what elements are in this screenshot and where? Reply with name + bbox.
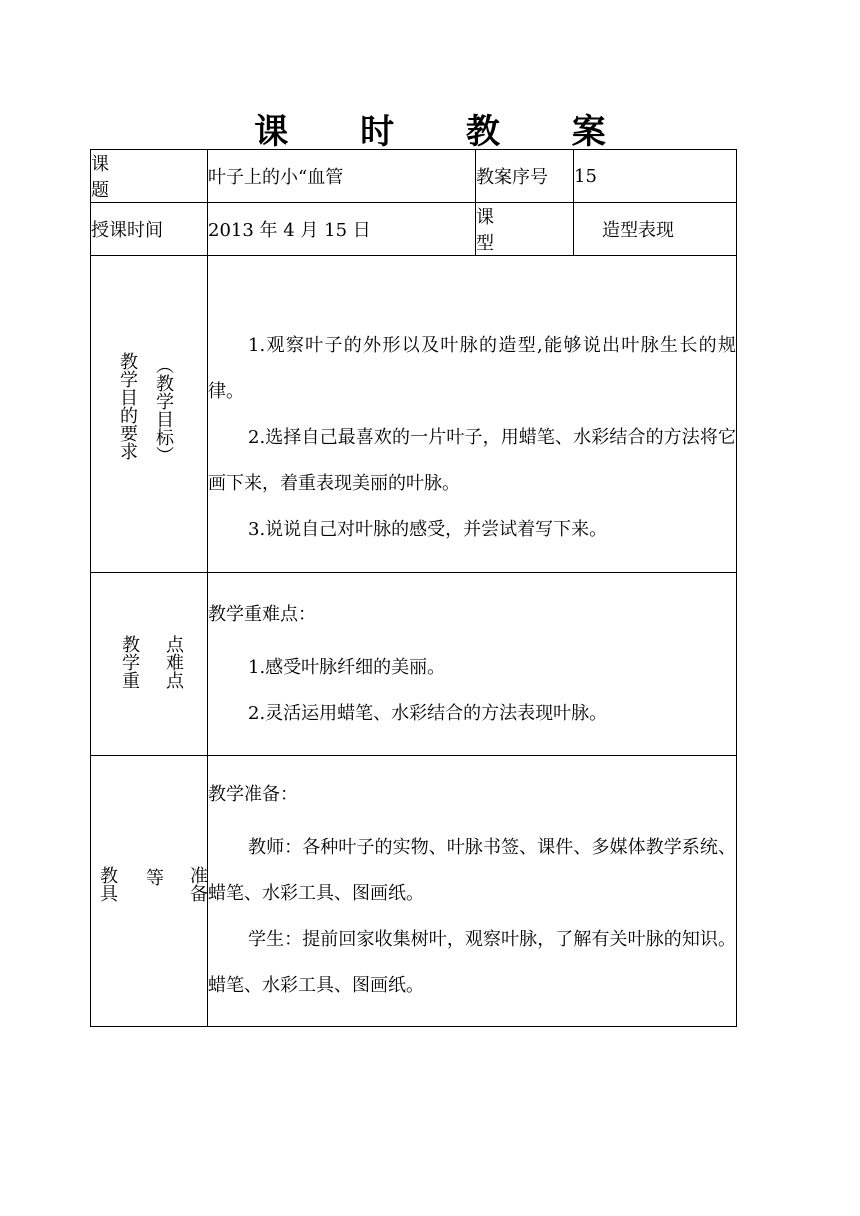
seq-label: 教案序号 <box>476 167 548 188</box>
seq-label-cell <box>476 150 574 203</box>
row-topic <box>91 150 737 203</box>
keypoints-heading: 教学重难点： <box>208 604 316 625</box>
row-materials <box>91 756 737 1027</box>
materials-label <box>91 756 207 1026</box>
material-item: 教师：各种叶子的实物、叶脉书签、课件、多媒体教学系统、蜡笔、水彩工具、图画纸。 <box>208 837 736 904</box>
page-title: 课 时 教 案 <box>254 112 636 152</box>
topic-label: 课 题 <box>91 154 135 201</box>
goals-label-col2: （教学目标） <box>153 356 174 464</box>
type-value: 造型表现 <box>602 220 674 241</box>
time-label: 授课时间 <box>91 220 163 241</box>
goal-item: 1.观察叶子的外形以及叶脉的造型,能够说出叶脉生长的规律。 <box>208 334 736 402</box>
materials-heading: 教学准备： <box>208 784 298 805</box>
keypoint-item: 1.感受叶脉纤细的美丽。 <box>248 657 446 678</box>
topic-value: 叶子上的小“血管 <box>208 167 344 188</box>
seq-value-cell <box>574 150 737 203</box>
topic-value-cell <box>208 150 476 203</box>
goals-label-cell <box>91 256 208 573</box>
time-value-cell <box>208 203 476 256</box>
type-label: 课 型 <box>476 207 518 254</box>
material-item: 学生：提前回家收集树叶，观察叶脉，了解有关叶脉的知识。蜡笔、水彩工具、图画纸。 <box>208 929 736 996</box>
materials-label-col3: 准备 <box>187 866 208 902</box>
goals-content <box>208 256 737 573</box>
goal-item: 3.说说自己对叶脉的感受，并尝试着写下来。 <box>248 518 608 540</box>
keypoints-label <box>91 573 207 755</box>
time-value: 2013 年 4 月 15 日 <box>208 220 371 241</box>
seq-value: 15 <box>574 165 597 187</box>
type-label-cell <box>476 203 574 256</box>
keypoints-content <box>208 573 737 756</box>
keypoints-label-col1: 教学重 <box>119 635 140 689</box>
time-label-cell <box>91 203 208 256</box>
row-time <box>91 203 737 256</box>
goals-label <box>91 256 207 572</box>
keypoint-item: 2.灵活运用蜡笔、水彩结合的方法表现叶脉。 <box>248 703 608 724</box>
materials-label-col1: 教具 <box>97 866 118 902</box>
keypoints-label-col2: 点难点 <box>163 635 184 689</box>
goals-label-col1: 教学目的要求 <box>117 352 138 460</box>
materials-label-col2: 等 <box>143 868 164 886</box>
row-goals <box>91 256 737 573</box>
materials-content <box>208 756 737 1027</box>
goal-item: 2.选择自己最喜欢的一片叶子，用蜡笔、水彩结合的方法将它画下来，着重表现美丽的叶脉。 <box>208 426 736 494</box>
materials-label-cell <box>91 756 208 1027</box>
keypoints-label-cell <box>91 573 208 756</box>
row-keypoints <box>91 573 737 756</box>
type-value-cell <box>574 203 737 256</box>
topic-label-cell <box>91 150 208 203</box>
lesson-plan-table <box>90 149 737 1027</box>
